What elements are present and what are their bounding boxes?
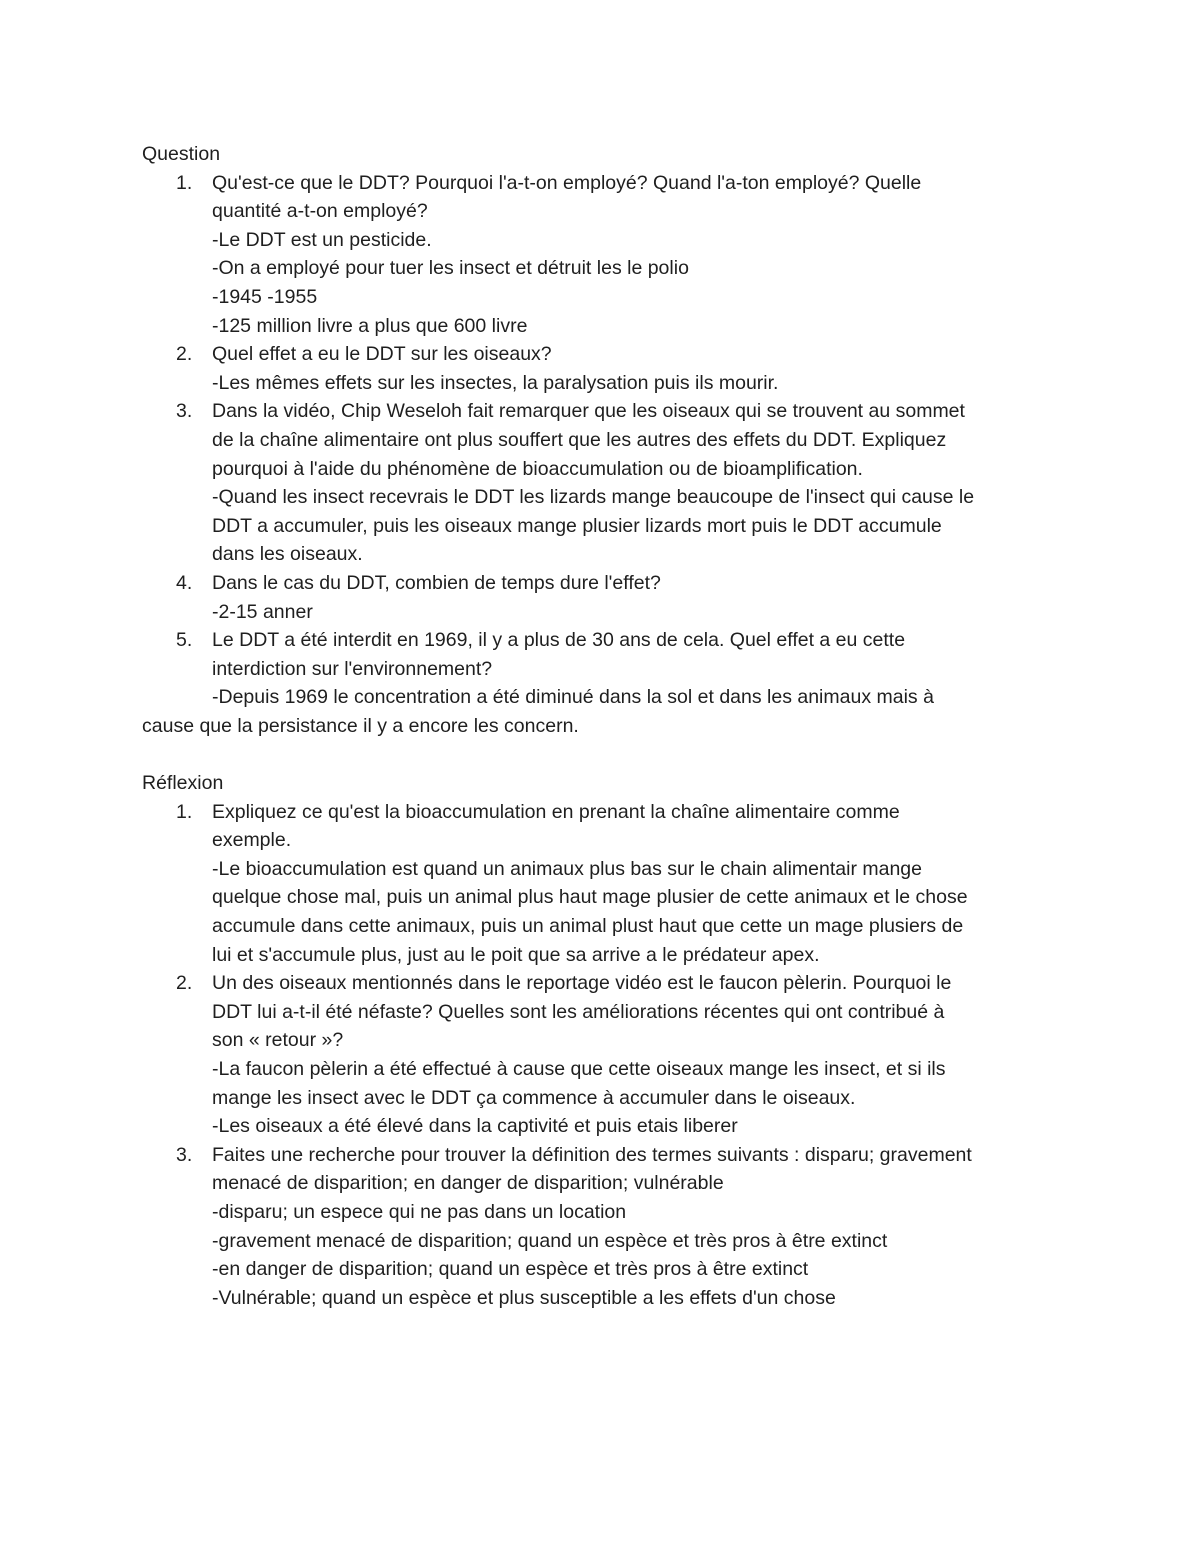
item-line: DDT a accumuler, puis les oiseaux mange plusier lizards mort puis le DDT accumule <box>212 514 942 537</box>
item-line: Dans la vidéo, Chip Weseloh fait remarquer que les oiseaux qui se trouvent au sommet <box>212 400 965 423</box>
list-item <box>142 626 1062 740</box>
item-line: quelque chose mal, puis un animal plus haut mage plusier de cette animaux et le chose <box>212 886 968 909</box>
question-list <box>142 169 1062 741</box>
item-line: Faites une recherche pour trouver la définition des termes suivants : disparu; gravement <box>212 1143 972 1166</box>
section-spacer <box>142 740 1062 769</box>
list-item <box>142 169 1062 341</box>
list-item <box>142 340 1062 397</box>
section-question <box>142 140 1062 740</box>
list-item <box>142 969 1062 1141</box>
item-line: -Les mêmes effets sur les insectes, la paralysation puis ils mourir. <box>212 371 779 394</box>
item-line: -Les oiseaux a été élevé dans la captivité et puis etais liberer <box>212 1115 738 1138</box>
item-line: interdiction sur l'environnement? <box>212 657 493 680</box>
list-item <box>142 569 1062 626</box>
item-line: mange les insect avec le DDT ça commence à accumuler dans le oiseaux. <box>212 1086 856 1109</box>
item-line: accumule dans cette animaux, puis un animal plust haut que cette un mage plusiers de <box>212 915 964 938</box>
reflexion-list <box>142 798 1062 1313</box>
item-line: -Quand les insect recevrais le DDT les lizards mange beaucoupe de l'insect qui cause le <box>212 486 975 509</box>
item-line: -Le bioaccumulation est quand un animaux plus bas sur le chain alimentair mange <box>212 857 922 880</box>
list-item <box>142 397 1062 569</box>
item-line: lui et s'accumule plus, just au le poit que sa arrive a le prédateur apex. <box>212 943 820 966</box>
item-line: -Depuis 1969 le concentration a été diminué dans la sol et dans les animaux mais à <box>212 686 934 709</box>
item-number: 2. <box>176 343 193 366</box>
item-line: pourquoi à l'aide du phénomène de bioaccumulation ou de bioamplification. <box>212 457 863 480</box>
item-line: -1945 -1955 <box>212 285 318 308</box>
section-reflexion <box>142 769 1062 1312</box>
item-line: DDT lui a-t-il été néfaste? Quelles sont les améliorations récentes qui ont contribué à <box>212 1000 945 1023</box>
item-line: dans les oiseaux. <box>212 543 363 566</box>
item-line: de la chaîne alimentaire ont plus souffert que les autres des effets du DDT. Expliquez <box>212 428 947 451</box>
section-title-reflexion: Réflexion <box>142 772 224 795</box>
item-line: -2-15 anner <box>212 600 313 623</box>
item-number: 1. <box>176 800 193 823</box>
item-number: 2. <box>176 972 193 995</box>
item-line: menacé de disparition; en danger de disparition; vulnérable <box>212 1172 724 1195</box>
item-line: exemple. <box>212 829 292 852</box>
item-line: Le DDT a été interdit en 1969, il y a plus de 30 ans de cela. Quel effet a eu cette <box>212 629 906 652</box>
item-line: -Vulnérable; quand un espèce et plus susceptible a les effets d'un chose <box>212 1286 836 1309</box>
item-line: -125 million livre a plus que 600 livre <box>212 314 528 337</box>
item-line: Quel effet a eu le DDT sur les oiseaux? <box>212 343 552 366</box>
document-page <box>142 140 1062 1312</box>
item-line: son « retour »? <box>212 1029 344 1052</box>
item-line: -gravement menacé de disparition; quand un espèce et très pros à être extinct <box>212 1229 888 1252</box>
item-line: Un des oiseaux mentionnés dans le reportage vidéo est le faucon pèlerin. Pourquoi le <box>212 972 952 995</box>
item-line: Expliquez ce qu'est la bioaccumulation en prenant la chaîne alimentaire comme <box>212 800 900 823</box>
item-number: 4. <box>176 571 193 594</box>
item-number: 3. <box>176 1143 193 1166</box>
item-line: -disparu; un espece qui ne pas dans un location <box>212 1200 627 1223</box>
list-item <box>142 798 1062 970</box>
item-line: -Le DDT est un pesticide. <box>212 228 432 251</box>
item-line: Qu'est-ce que le DDT? Pourquoi l'a-t-on employé? Quand l'a-ton employé? Quelle <box>212 171 922 194</box>
item-number: 5. <box>176 629 193 652</box>
item-line: quantité a-t-on employé? <box>212 200 428 223</box>
item-line: -La faucon pèlerin a été effectué à cause que cette oiseaux mange les insect, et si ils <box>212 1058 946 1080</box>
item-number: 1. <box>176 171 193 194</box>
item-line: -On a employé pour tuer les insect et détruit les le polio <box>212 257 689 280</box>
section-title-question: Question <box>142 143 221 165</box>
item-line: Dans le cas du DDT, combien de temps dure l'effet? <box>212 571 661 594</box>
item-line-outdented: cause que la persistance il y a encore les concern. <box>142 714 579 737</box>
item-number: 3. <box>176 400 193 423</box>
item-line: -en danger de disparition; quand un espèce et très pros à être extinct <box>212 1258 809 1281</box>
list-item <box>142 1141 1062 1313</box>
